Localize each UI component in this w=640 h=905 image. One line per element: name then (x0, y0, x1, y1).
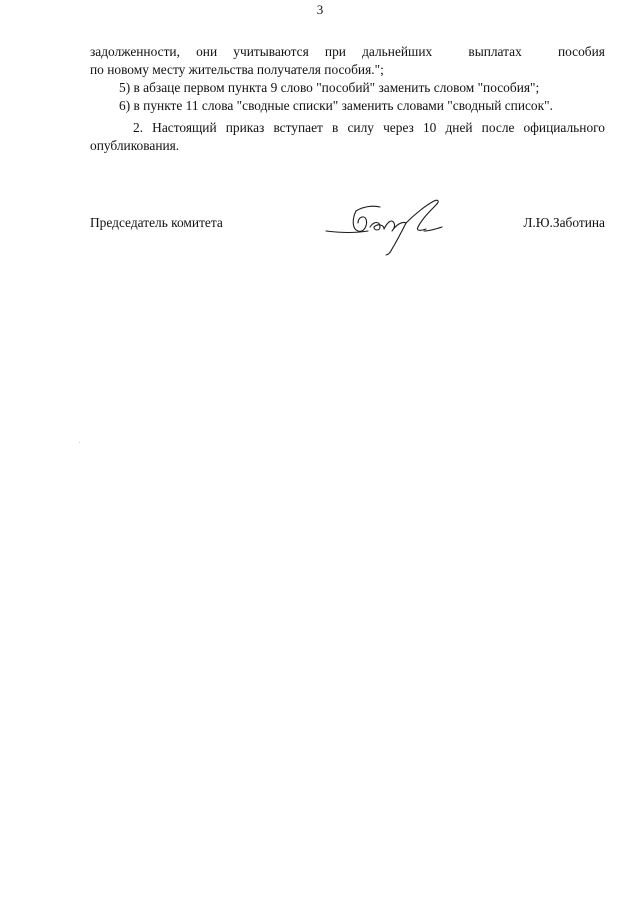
document-body (90, 43, 605, 155)
page-number: 3 (316, 2, 324, 17)
body-word: задолженности, (90, 44, 180, 59)
signatory-name: Л.Ю.Заботина (523, 215, 605, 230)
scan-speck (79, 442, 80, 443)
body-line-2: по новому месту жительства получателя пособия."; (90, 62, 384, 77)
signature-block (90, 205, 605, 265)
signatory-title: Председатель комитета (90, 215, 223, 230)
body-line-1 (90, 43, 605, 61)
amendment-item-5: 5) в абзаце первом пункта 9 слово "пособий" заменить словом "пособия"; (119, 80, 540, 95)
amendment-item-6: 6) в пункте 11 слова "сводные списки" заменить словами "сводный список". (119, 98, 553, 113)
body-word: пособия (557, 44, 605, 59)
body-word: выплатах (468, 44, 522, 59)
body-word: они (196, 44, 218, 59)
body-word: учитываются (233, 44, 309, 59)
body-word: при (324, 44, 346, 59)
body-word: дальнейших (362, 44, 433, 59)
section-2-paragraph: 2. Настоящий приказ вступает в силу через 10 дней после официального опубликования. (90, 120, 605, 153)
handwritten-signature (322, 197, 462, 259)
